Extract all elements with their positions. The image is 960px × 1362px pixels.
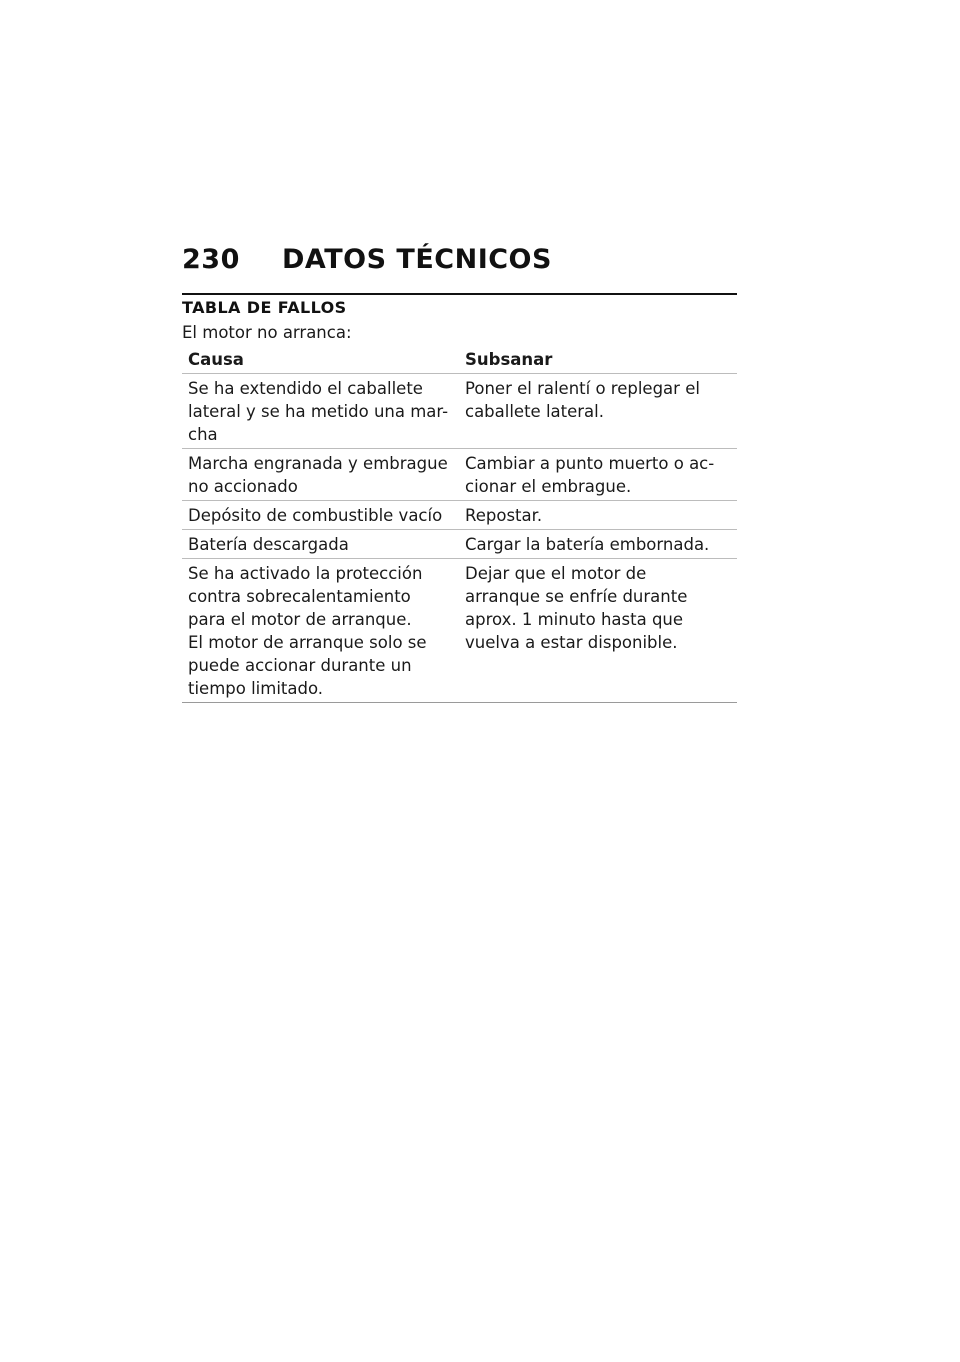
remedy-cell	[459, 374, 737, 448]
table-row	[182, 449, 737, 501]
column-header-remedy: Subsanar	[465, 349, 553, 369]
remedy-line: arranque se enfríe durante	[465, 587, 688, 606]
fault-table	[182, 344, 737, 703]
cause-cell	[182, 530, 459, 558]
cause-line: cha	[188, 425, 218, 444]
section-intro: El motor no arranca:	[182, 323, 352, 342]
chapter-title: DATOS TÉCNICOS	[282, 244, 552, 275]
table-row	[182, 501, 737, 530]
cause-line: lateral y se ha metido una mar-	[188, 402, 449, 421]
header-divider	[182, 293, 737, 295]
cause-cell	[182, 501, 459, 529]
cause-line: Se ha extendido el caballete	[188, 379, 423, 398]
remedy-line: caballete lateral.	[465, 402, 604, 421]
page-header	[182, 244, 737, 275]
cause-line: El motor de arranque solo se	[188, 633, 427, 652]
remedy-line: Cambiar a punto muerto o ac-	[465, 454, 715, 473]
cause-cell	[182, 559, 459, 702]
cause-line: Batería descargada	[188, 535, 349, 554]
cause-line: Se ha activado la protección	[188, 564, 423, 583]
column-header-cause: Causa	[188, 349, 244, 369]
table-row	[182, 559, 737, 703]
table-row	[182, 374, 737, 449]
cause-line: tiempo limitado.	[188, 679, 324, 698]
cause-line: no accionado	[188, 477, 298, 496]
remedy-line: Repostar.	[465, 506, 543, 525]
cause-line: contra sobrecalentamiento	[188, 587, 411, 606]
remedy-line: Dejar que el motor de	[465, 564, 647, 583]
remedy-line: Cargar la batería embornada.	[465, 535, 710, 554]
table-row	[182, 530, 737, 559]
remedy-cell	[459, 449, 737, 500]
remedy-cell	[459, 559, 737, 702]
page-number: 230	[182, 244, 240, 275]
cause-cell	[182, 449, 459, 500]
remedy-line: aprox. 1 minuto hasta que	[465, 610, 684, 629]
cause-cell	[182, 374, 459, 448]
remedy-cell	[459, 530, 737, 558]
cause-line: Marcha engranada y embrague	[188, 454, 448, 473]
remedy-line: cionar el embrague.	[465, 477, 632, 496]
table-header-row	[182, 344, 737, 374]
remedy-line: vuelva a estar disponible.	[465, 633, 678, 652]
remedy-line: Poner el ralentí o replegar el	[465, 379, 700, 398]
cause-line: para el motor de arranque.	[188, 610, 412, 629]
cause-line: Depósito de combustible vacío	[188, 506, 443, 525]
section-title: TABLA DE FALLOS	[182, 298, 347, 317]
remedy-cell	[459, 501, 737, 529]
cause-line: puede accionar durante un	[188, 656, 412, 675]
